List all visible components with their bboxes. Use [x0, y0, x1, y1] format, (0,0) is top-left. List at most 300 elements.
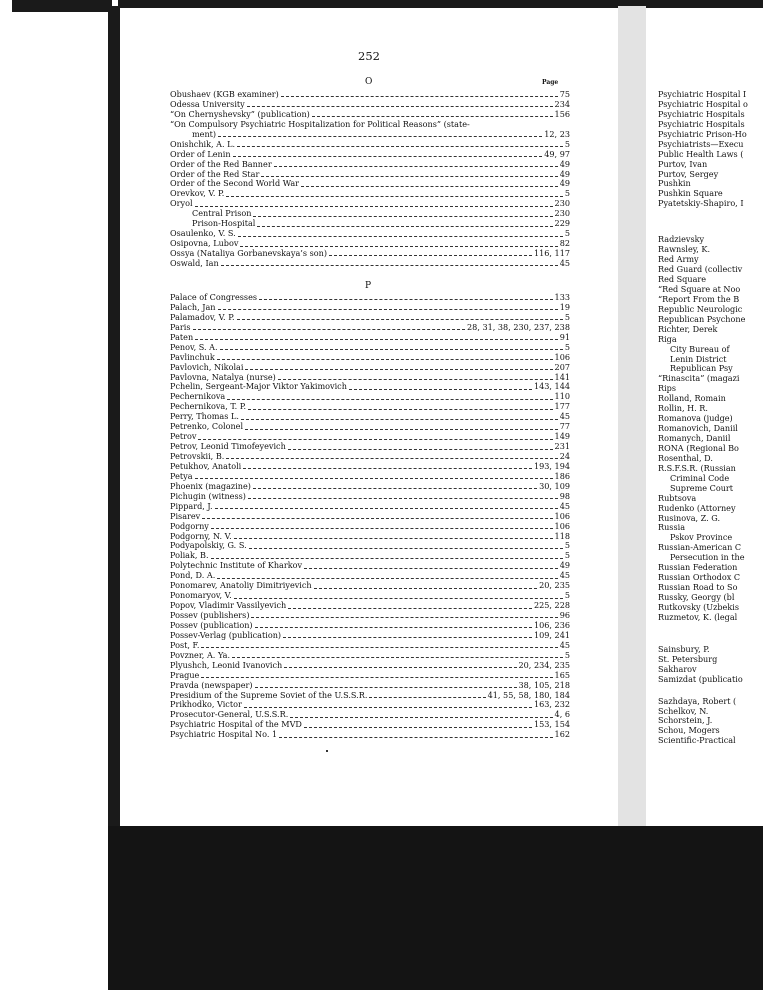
right-index-entry: Russian-American C: [658, 543, 742, 553]
entry-term: Osipovna, Lubov: [170, 239, 239, 249]
scan-dark-edge-top-band: [118, 0, 763, 8]
index-entry: [170, 392, 570, 402]
leader-dots: [220, 349, 563, 350]
leader-dots: [202, 518, 552, 519]
index-entry: [170, 219, 570, 229]
section-letter-o: O: [365, 77, 373, 87]
leader-dots: [255, 627, 532, 628]
index-entry: [170, 293, 570, 303]
entry-pages: 49: [559, 169, 570, 179]
entry-pages: 186: [554, 471, 570, 481]
entry-term: Plyushch, Leonid Ivanovich: [170, 660, 283, 670]
entry-term: Possev (publishers): [170, 611, 250, 621]
page-column-label: Page: [542, 79, 559, 86]
scan-left-margin: [0, 0, 112, 990]
entry-term: Polytechnic Institute of Kharkov: [170, 561, 303, 571]
leader-dots: [237, 146, 563, 147]
leader-dots: [278, 379, 553, 380]
entry-pages: 225, 228: [533, 601, 570, 611]
leader-dots: [240, 246, 557, 247]
leader-dots: [301, 186, 558, 187]
right-index-entry: Red Army: [658, 255, 699, 265]
entry-term: Petrenko, Colonel: [170, 422, 244, 432]
index-entry: [170, 199, 570, 209]
leader-dots: [244, 707, 532, 708]
entry-pages: 106: [554, 521, 570, 531]
right-index-entry: Psychiatric Prison-Ho: [658, 129, 747, 139]
leader-dots: [290, 717, 552, 718]
scan-dark-edge-top: [12, 0, 112, 12]
entry-pages: 30, 109: [539, 481, 570, 491]
entry-pages: 77: [559, 422, 570, 432]
right-index-entry: St. Petersburg: [658, 654, 718, 664]
leader-dots: [283, 637, 532, 638]
right-index-entry: Persecution in the: [670, 553, 745, 563]
right-index-entry: Romanych, Daniil: [658, 434, 731, 443]
right-index-entry: Pushkin Square: [658, 189, 723, 199]
index-entry: [170, 730, 570, 740]
leader-dots: [261, 176, 557, 177]
entry-pages: 230: [554, 199, 570, 209]
right-index-entry: Romanova (judge): [658, 414, 733, 424]
right-group-4: [658, 697, 763, 747]
entry-pages: 49: [559, 179, 570, 189]
entry-pages: 5: [564, 541, 570, 551]
right-index-entry: Sainsbury, P.: [658, 644, 710, 654]
index-entry: [170, 100, 570, 110]
leader-dots: [234, 598, 563, 599]
leader-dots: [349, 389, 532, 390]
entry-term: Odessa University: [170, 99, 245, 109]
entry-pages: 234: [554, 99, 570, 109]
entry-term: Pavlinchuk: [170, 352, 215, 362]
entry-term: Prague: [170, 670, 200, 680]
entry-term: Pavlovna, Natalya (nurse): [170, 372, 276, 382]
page-number: 252: [358, 49, 380, 63]
right-index-entry: Lenin District: [670, 354, 727, 364]
index-entry: [170, 189, 570, 199]
index-entry: [170, 249, 570, 259]
entry-pages: 106, 236: [533, 620, 570, 630]
index-entry: [170, 482, 570, 492]
index-entry: [170, 90, 570, 100]
right-index-entry: Purtov, Ivan: [658, 159, 708, 169]
entry-term: Possev-Verlag (publication): [170, 630, 282, 640]
entry-pages: 5: [564, 591, 570, 601]
right-index-entry: Psychiatric Hospitals: [658, 119, 745, 129]
entry-pages: 20, 235: [539, 581, 570, 591]
right-index-entry: Riga: [658, 334, 677, 344]
leader-dots: [227, 399, 552, 400]
entry-term: Order of the Red Banner: [170, 159, 272, 169]
entry-term: Paris: [170, 322, 191, 332]
section-letter-p: P: [365, 281, 372, 291]
index-entry: [170, 661, 570, 671]
entry-term: Post, F.: [170, 640, 200, 650]
index-entry: [170, 373, 570, 383]
entry-term: Osaulenko, V. S.: [170, 229, 236, 239]
index-entry: [170, 110, 570, 120]
index-entry: [170, 422, 570, 432]
index-entry: [170, 462, 570, 472]
entry-pages: 91: [559, 332, 570, 342]
entry-pages: 49: [559, 159, 570, 169]
right-index-entry: Criminal Code: [670, 473, 730, 483]
entry-pages: 5: [564, 189, 570, 199]
leader-dots: [211, 528, 553, 529]
leader-dots: [304, 568, 558, 569]
index-entry: [170, 611, 570, 621]
index-entry: [170, 522, 570, 532]
leader-dots: [314, 588, 537, 589]
right-index-entry: Pskov Province: [670, 533, 733, 543]
entry-pages: 177: [554, 402, 570, 412]
right-index-entry: Republic Neurologic: [658, 304, 743, 314]
entry-term: Oswald, Ian: [170, 258, 219, 268]
entry-pages: 106: [554, 511, 570, 521]
entry-term: Palamadov, V. P.: [170, 312, 235, 322]
entry-pages: 5: [564, 342, 570, 352]
entry-pages: 5: [564, 139, 570, 149]
index-entry: [170, 432, 570, 442]
leader-dots: [248, 409, 552, 410]
right-index-entry: Russia: [658, 523, 686, 533]
entry-pages: 5: [564, 551, 570, 561]
right-index-entry: City Bureau of: [670, 344, 730, 354]
index-entry: [170, 651, 570, 661]
index-entry: [170, 512, 570, 522]
leader-dots: [226, 196, 562, 197]
index-entry: [170, 571, 570, 581]
leader-dots: [253, 216, 552, 217]
entry-pages: 153, 154: [533, 720, 570, 730]
right-index-entry: Psychiatrists—Execu: [658, 139, 744, 149]
entry-term: Oryol: [170, 199, 193, 209]
right-index-entry: RONA (Regional Bo: [658, 443, 739, 453]
leader-dots: [232, 657, 563, 658]
entry-pages: 230: [554, 209, 570, 219]
entry-pages: 109, 241: [533, 630, 570, 640]
index-entry: [170, 472, 570, 482]
entry-term: Pravda (newspaper): [170, 680, 253, 690]
scan-dark-edge-left: [108, 6, 120, 836]
right-index-entry: Pushkin: [658, 179, 691, 189]
entry-term: Podgorny: [170, 521, 209, 531]
right-index-entry: Rollin, H. R.: [658, 404, 708, 414]
entry-pages: 163, 232: [533, 700, 570, 710]
entry-pages: 24: [559, 452, 570, 462]
right-index-entry: Rosenthal, D.: [658, 453, 713, 463]
right-group-1: [658, 90, 763, 209]
entry-term: Petrov: [170, 432, 197, 442]
entry-term: Prison-Hospital: [192, 219, 256, 229]
index-entry: [170, 402, 570, 412]
index-entry: [170, 412, 570, 422]
index-entry: [170, 452, 570, 462]
entry-pages: 38, 105, 218: [518, 680, 570, 690]
entry-pages: 133: [554, 293, 570, 303]
right-index-entry: Schelkov, N.: [658, 706, 709, 716]
entry-pages: 49: [559, 561, 570, 571]
right-index-entry: Psychiatric Hospital o: [658, 99, 748, 109]
leader-dots: [249, 548, 563, 549]
right-index-entry: Rips: [658, 384, 677, 394]
entry-term: Perry, Thomas L.: [170, 412, 239, 422]
index-entry: [170, 150, 570, 160]
entry-pages: 106: [554, 352, 570, 362]
leader-dots: [198, 439, 552, 440]
entry-term: Phoenix (magazine): [170, 481, 251, 491]
entry-pages: 98: [559, 491, 570, 501]
right-index-entry: Red Square: [658, 275, 707, 284]
entry-term: Pond, D. A.: [170, 571, 216, 581]
index-entry: [170, 581, 570, 591]
entry-term: Palach, Jan: [170, 302, 216, 312]
leader-dots: [217, 578, 557, 579]
entry-pages: 45: [559, 412, 570, 422]
index-entry: [170, 303, 570, 313]
index-entry: [170, 333, 570, 343]
entry-pages: 96: [559, 611, 570, 621]
index-entry: [170, 313, 570, 323]
entry-pages: 165: [554, 670, 570, 680]
index-entry: [170, 601, 570, 611]
entry-term: Povzner, A. Ya.: [170, 650, 231, 660]
leader-dots: [215, 508, 558, 509]
leader-dots: [233, 156, 543, 157]
right-index-entry: Richter, Derek: [658, 324, 718, 334]
entry-term: Psychiatric Hospital No. 1: [170, 730, 278, 740]
right-index-entry: Sakharov: [658, 664, 697, 674]
entry-pages: 162: [554, 730, 570, 740]
right-index-entry: Ruzmetov, K. (legal: [658, 612, 738, 622]
entry-term: Pippard, J.: [170, 501, 213, 511]
leader-dots: [201, 677, 552, 678]
index-entry: [170, 160, 570, 170]
entry-pages: 5: [564, 312, 570, 322]
entry-pages: 118: [554, 531, 570, 541]
entry-term: Onishchik, A. L.: [170, 139, 236, 149]
entry-term: Penov, S. A.: [170, 342, 218, 352]
leader-dots: [237, 319, 563, 320]
right-index-entry: Russian Road to So: [658, 583, 738, 593]
right-index-entry: Rawnsley, K.: [658, 245, 711, 255]
entry-term: Pechernikova: [170, 392, 226, 402]
index-entry: [170, 541, 570, 551]
index-entry: [170, 492, 570, 502]
index-entry: [170, 170, 570, 180]
right-index-entry: Rusinova, Z. G.: [658, 513, 721, 523]
right-index-entry: “Report From the B: [658, 294, 740, 304]
right-index-entry: Schorstein, J.: [658, 716, 713, 726]
leader-dots: [226, 458, 557, 459]
page-gutter: [618, 6, 646, 832]
index-entry: [170, 691, 570, 701]
right-index-entry: “Rinascita” (magazi: [658, 374, 740, 384]
right-index-entry: Supreme Court: [670, 483, 734, 493]
entry-term: Petrov, Leonid Timofeyevich: [170, 442, 286, 452]
index-list-p: [170, 293, 570, 740]
right-index-entry: Public Health Laws (: [658, 149, 744, 159]
entry-pages: 141: [554, 372, 570, 382]
index-entry: [170, 700, 570, 710]
leader-dots: [259, 299, 553, 300]
leader-dots: [255, 687, 517, 688]
leader-dots: [304, 727, 532, 728]
entry-term: Ponomarev, Anatoliy Dimitriyevich: [170, 581, 312, 591]
entry-pages: 4, 6: [554, 710, 570, 720]
right-index-entry: Psychiatric Hospital I: [658, 90, 747, 99]
index-entry: [170, 502, 570, 512]
index-entry: [170, 353, 570, 363]
index-entry: [170, 363, 570, 373]
entry-term: Podgorny, N. V.: [170, 531, 232, 541]
index-entry: [170, 323, 570, 333]
leader-dots: [195, 478, 553, 479]
right-index-entry: R.S.F.S.R. (Russian: [658, 463, 736, 473]
index-entry: [170, 532, 570, 542]
index-entry: [170, 561, 570, 571]
right-index-entry: Romanovich, Daniil: [658, 424, 738, 434]
right-index-entry: Russian Orthodox C: [658, 573, 741, 583]
right-index-entry: Red Guard (collectiv: [658, 265, 743, 275]
entry-pages: 19: [559, 302, 570, 312]
entry-pages: 207: [554, 362, 570, 372]
entry-pages: 75: [559, 90, 570, 100]
leader-dots: [193, 329, 465, 330]
leader-dots: [284, 667, 516, 668]
index-entry: [170, 681, 570, 691]
entry-term: Pichugin (witness): [170, 491, 246, 501]
leader-dots: [221, 265, 558, 266]
right-group-2: [658, 235, 763, 623]
entry-term: Paten: [170, 332, 194, 342]
leader-dots: [243, 468, 532, 469]
entry-term: Prosecutor-General, U.S.S.R.: [170, 710, 289, 720]
entry-term: Order of the Red Star: [170, 169, 260, 179]
index-entry: [170, 591, 570, 601]
index-entry: [170, 179, 570, 189]
right-index-entry: Russky, Georgy (bl: [658, 593, 735, 602]
entry-term: Order of Lenin: [170, 149, 231, 159]
entry-term: Ossya (Nataliya Gorbanevskaya’s son): [170, 249, 327, 259]
entry-term: Prikhodko, Victor: [170, 700, 242, 710]
index-entry: [170, 140, 570, 150]
index-entry: [170, 551, 570, 561]
right-index-entry: Republican Psy: [670, 364, 733, 374]
entry-term: Central Prison: [192, 209, 252, 219]
entry-pages: 20, 234, 235: [518, 660, 570, 670]
index-entry: [170, 442, 570, 452]
entry-pages: 28, 31, 38, 230, 237, 238: [467, 322, 570, 332]
index-entry: [170, 382, 570, 392]
right-index-entry: Rolland, Romain: [658, 394, 726, 404]
entry-term: Petukhov, Anatoli: [170, 461, 242, 471]
entry-term: Pchelin, Sergeant-Major Viktor Yakimovich: [170, 382, 347, 392]
entry-pages: 116, 117: [533, 249, 570, 259]
right-index-entry: Psychiatric Hospitals: [658, 109, 745, 119]
leader-dots: [245, 429, 558, 430]
leader-dots: [329, 255, 532, 256]
entry-pages: 41, 55, 58, 180, 184: [487, 690, 570, 700]
index-entry: [170, 239, 570, 249]
index-list-o: [170, 90, 570, 269]
leader-dots: [195, 339, 558, 340]
leader-dots: [195, 206, 553, 207]
ink-speck: [326, 750, 328, 752]
scan-dark-bottom: [108, 826, 763, 990]
leader-dots: [218, 136, 542, 137]
entry-term: Popov, Vladimir Vassilyevich: [170, 601, 287, 611]
entry-term: Psychiatric Hospital of the MVD: [170, 720, 302, 730]
entry-term: Palace of Congresses: [170, 293, 258, 303]
entry-term: “On Chernyshevsky” (publication): [170, 109, 310, 119]
entry-term: Pechernikova, T. P.: [170, 402, 247, 412]
index-entry: [170, 720, 570, 730]
entry-pages: 5: [564, 650, 570, 660]
entry-pages: 45: [559, 571, 570, 581]
leader-dots: [369, 697, 485, 698]
entry-pages: 5: [564, 229, 570, 239]
leader-dots: [238, 236, 563, 237]
entry-pages: 45: [559, 258, 570, 268]
entry-pages: 45: [559, 501, 570, 511]
index-entry: [170, 120, 570, 130]
right-group-3: [658, 645, 763, 685]
entry-pages: 156: [554, 109, 570, 119]
index-entry: [170, 641, 570, 651]
entry-term: Pavlovich, Nikolai: [170, 362, 244, 372]
right-page-column: [658, 90, 763, 746]
leader-dots: [218, 309, 558, 310]
index-entry: [170, 130, 570, 140]
entry-term: Ponomaryov, V.: [170, 591, 232, 601]
entry-term: Orevkov, V. P.: [170, 189, 225, 199]
right-index-entry: Samizdat (publicatio: [658, 674, 743, 684]
leader-dots: [201, 647, 557, 648]
leader-dots: [274, 166, 558, 167]
entry-term: Podyapolskiy, G. S.: [170, 541, 247, 551]
leader-dots: [217, 359, 553, 360]
right-index-entry: Rutkovsky (Uzbekis: [658, 602, 739, 612]
right-index-entry: Schou, Mogers: [658, 726, 720, 736]
entry-pages: 231: [554, 442, 570, 452]
entry-pages: 110: [554, 392, 570, 402]
right-index-entry: Purtov, Sergey: [658, 169, 719, 179]
right-index-entry: Rudenko (Attorney: [658, 503, 736, 513]
leader-dots: [241, 419, 558, 420]
leader-dots: [234, 538, 553, 539]
entry-term: Order of the Second World War: [170, 179, 300, 189]
leader-dots: [245, 369, 552, 370]
right-index-entry: Pyatetskiy-Shapiro, I: [658, 199, 744, 209]
index-entry: [170, 671, 570, 681]
leader-dots: [251, 617, 557, 618]
index-entry: [170, 710, 570, 720]
leader-dots: [288, 608, 532, 609]
index-entry: [170, 209, 570, 219]
entry-pages: 193, 194: [533, 461, 570, 471]
entry-term: Petrovskii, B.: [170, 452, 225, 462]
right-index-entry: Republican Psychone: [658, 314, 746, 324]
leader-dots: [257, 226, 552, 227]
right-index-entry: Sazhdaya, Robert (: [658, 696, 737, 706]
index-entry: [170, 631, 570, 641]
leader-dots: [248, 498, 558, 499]
leader-dots: [253, 488, 537, 489]
entry-pages: 82: [559, 239, 570, 249]
index-entry: [170, 621, 570, 631]
